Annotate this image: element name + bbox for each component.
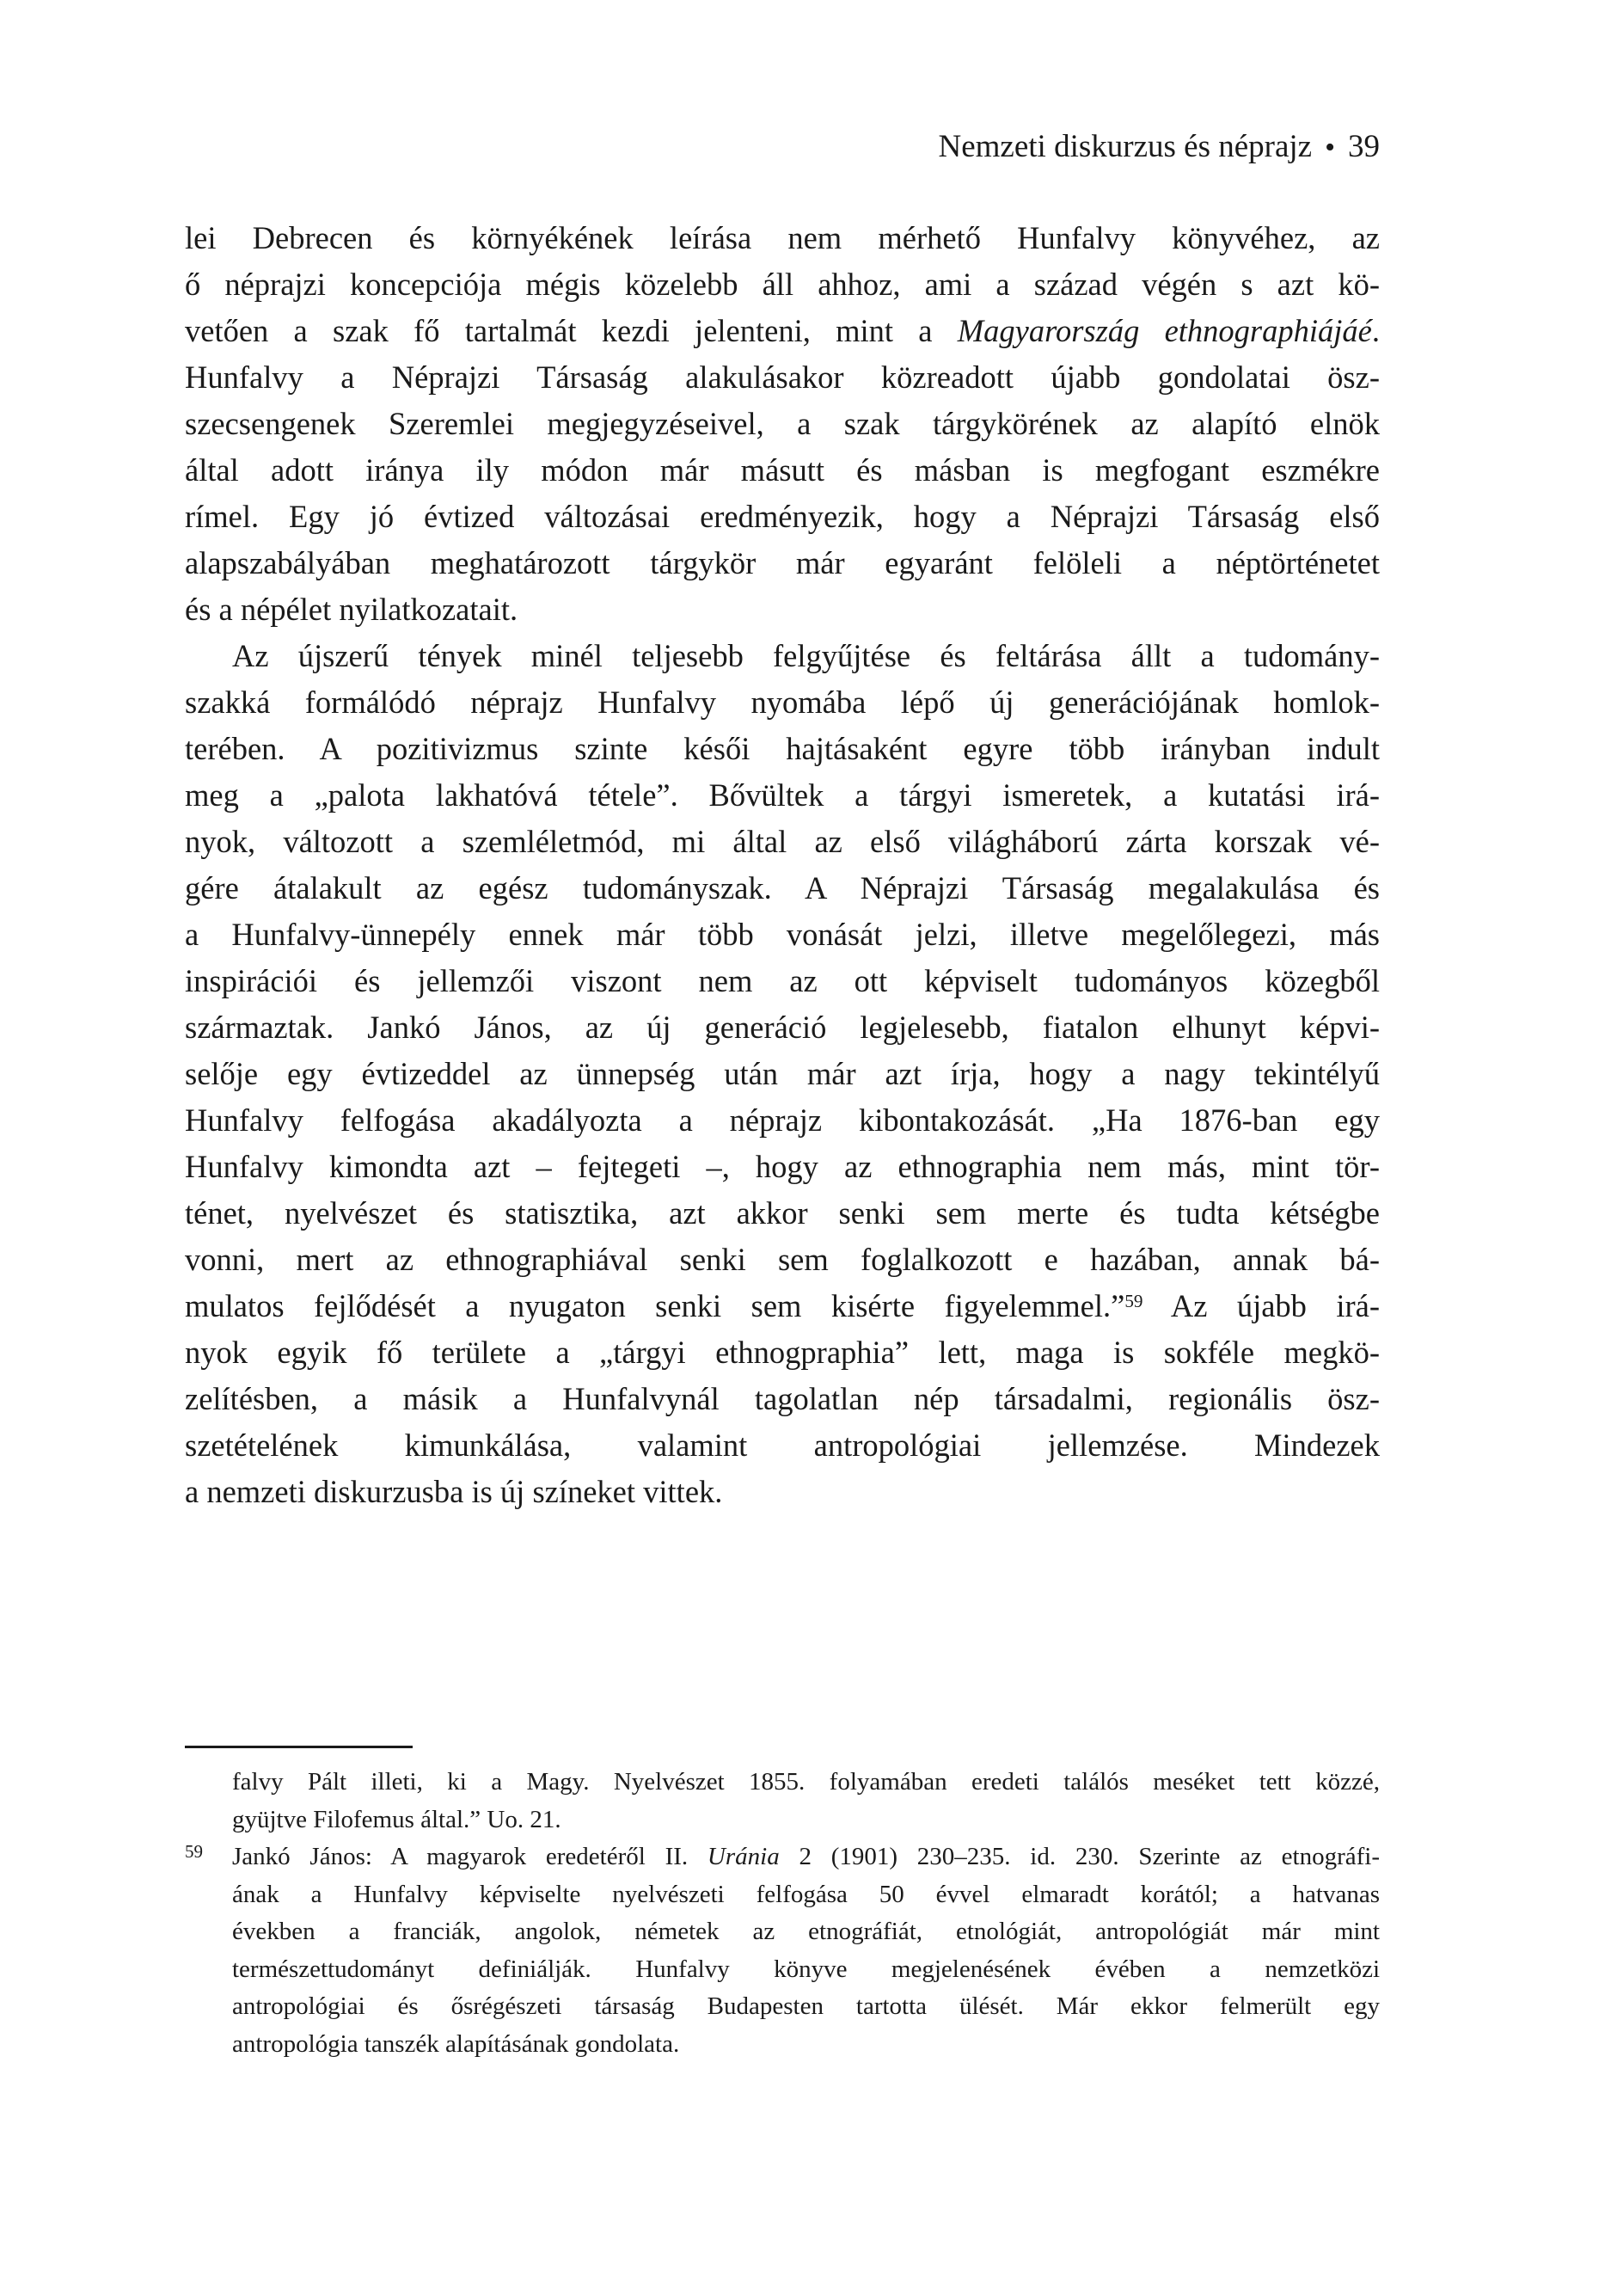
- text-line: inspirációi és jellemzői viszont nem az ott képviselt tudományos közegből: [185, 963, 1380, 998]
- footnote-line: gyüjtve Filofemus által.” Uo. 21.: [232, 1805, 561, 1833]
- text-line: szetételének kimunkálása, valamint antropológiai jellemzése. Mindezek: [185, 1427, 1380, 1463]
- text-line: Az újszerű tények minél teljesebb felgyűjtése és feltárása állt a tudomány-: [232, 638, 1380, 673]
- text-line: meg a „palota lakhatóvá tétele”. Bővültek a tárgyi ismeretek, a kutatási irá-: [185, 777, 1380, 813]
- text-line: szecsengenek Szeremlei megjegyzéseivel, a szak tárgykörének az alapító elnök: [185, 406, 1380, 441]
- footnote-line: években a franciák, angolok, németek az etnográfiát, etnológiát, antropológiát már mint: [232, 1918, 1380, 1945]
- text-line: rímel. Egy jó évtized változásai eredményezik, hogy a Néprajzi Társaság első: [185, 499, 1380, 534]
- text-line: által adott iránya ily módon már másutt és másban is megfogant eszmékre: [185, 452, 1380, 488]
- paragraph: [185, 215, 1380, 633]
- text-line: Hunfalvy kimondta azt – fejtegeti –, hogy az ethnographia nem más, mint tör-: [185, 1149, 1380, 1184]
- footnote-separator: [185, 1746, 413, 1748]
- text-line: vonni, mert az ethnographiával senki sem foglalkozott e hazában, annak bá-: [185, 1242, 1380, 1277]
- text-line: gére átalakult az egész tudományszak. A Néprajzi Társaság megalakulása és: [185, 870, 1380, 906]
- footnote-line: antropológia tanszék alapításának gondolata.: [232, 2029, 680, 2058]
- italic-text: Uránia: [707, 1843, 780, 1870]
- text-line: ő néprajzi koncepciója mégis közelebb áll ahhoz, ami a század végén s azt kö-: [185, 267, 1380, 302]
- text-line: a Hunfalvy-ünnepély ennek már több vonását jelzi, illetve megelőlegezi, más: [185, 917, 1380, 952]
- text-line: vetően a szak fő tartalmát kezdi jelenteni, mint a Magyarország ethnographiájáé.: [185, 313, 1380, 348]
- footnote-number: 59: [185, 1841, 203, 1862]
- text-line: lei Debrecen és környékének leírása nem mérhető Hunfalvy könyvéhez, az: [185, 220, 1380, 255]
- text-line: zelítésben, a másik a Hunfalvynál tagolatlan nép társadalmi, regionális ösz-: [185, 1381, 1380, 1416]
- text-line: és a népélet nyilatkozatait.: [185, 592, 518, 627]
- body-text: [185, 215, 1380, 1515]
- text-line: ténet, nyelvészet és statisztika, azt akkor senki sem merte és tudta kétségbe: [185, 1195, 1380, 1231]
- page-number: 39: [1348, 129, 1380, 164]
- text-line: a nemzeti diskurzusba is új színeket vittek.: [185, 1474, 723, 1509]
- text-line: Hunfalvy felfogása akadályozta a néprajz kibontakozását. „Ha 1876-ban egy: [185, 1102, 1380, 1138]
- footnote: [185, 1764, 1380, 1839]
- text-line: mulatos fejlődését a nyugaton senki sem kisérte figyelemmel.”$^{59}$ Az újabb irá-: [185, 1288, 1380, 1323]
- header-bullet-icon: •: [1325, 132, 1335, 163]
- text-line: selője egy évtizeddel az ünnepség után már azt írja, hogy a nagy tekintélyű: [185, 1056, 1380, 1091]
- text-line: terében. A pozitivizmus szinte késői hajtásaként egyre több irányban indult: [185, 731, 1380, 766]
- footnote-list: [185, 1764, 1380, 2063]
- text-line: származtak. Jankó János, az új generáció legjelesebb, fiatalon elhunyt képvi-: [185, 1010, 1380, 1045]
- footnote-line: Jankó János: A magyarok eredetéről II. Uránia 2 (1901) 230–235. id. 230. Szerinte az etnográfi-: [232, 1843, 1380, 1870]
- header-title: Nemzeti diskurzus és néprajz: [938, 129, 1313, 164]
- footnote-line: ának a Hunfalvy képviselte nyelvészeti felfogása 50 évvel elmaradt korától; a hatvanas: [232, 1880, 1380, 1908]
- footnote-ref: 59: [1124, 1291, 1143, 1312]
- footnote-line: természettudományt definiálják. Hunfalvy könyve megjelenésének évében a nemzetközi: [232, 1955, 1380, 1983]
- footnote-area: [185, 1746, 1380, 2063]
- footnote-line: antropológiai és ősrégészeti társaság Budapesten tartotta ülését. Már ekkor felmerült egy: [232, 1992, 1380, 2020]
- text-line: nyok egyik fő területe a „tárgyi ethnogpraphia” lett, maga is sokféle megkö-: [185, 1335, 1380, 1370]
- text-line: Hunfalvy a Néprajzi Társaság alakulásakor közreadott újabb gondolatai ösz-: [185, 359, 1380, 395]
- footnote-line: falvy Pált illeti, ki a Magy. Nyelvészet 1855. folyamában eredeti találós meséket tett közzé,: [232, 1768, 1380, 1796]
- text-line: szakká formálódó néprajz Hunfalvy nyomába lépő új generációjának homlok-: [185, 685, 1380, 720]
- paragraph: [185, 633, 1380, 1515]
- italic-text: Magyarország ethnographiájáé: [957, 313, 1372, 348]
- footnote: [185, 1839, 1380, 2063]
- text-line: nyok, változott a szemléletmód, mi által az első világháború zárta korszak vé-: [185, 824, 1380, 859]
- text-line: alapszabályában meghatározott tárgykör már egyaránt felöleli a néptörténetet: [185, 545, 1380, 580]
- running-header: [185, 129, 1380, 166]
